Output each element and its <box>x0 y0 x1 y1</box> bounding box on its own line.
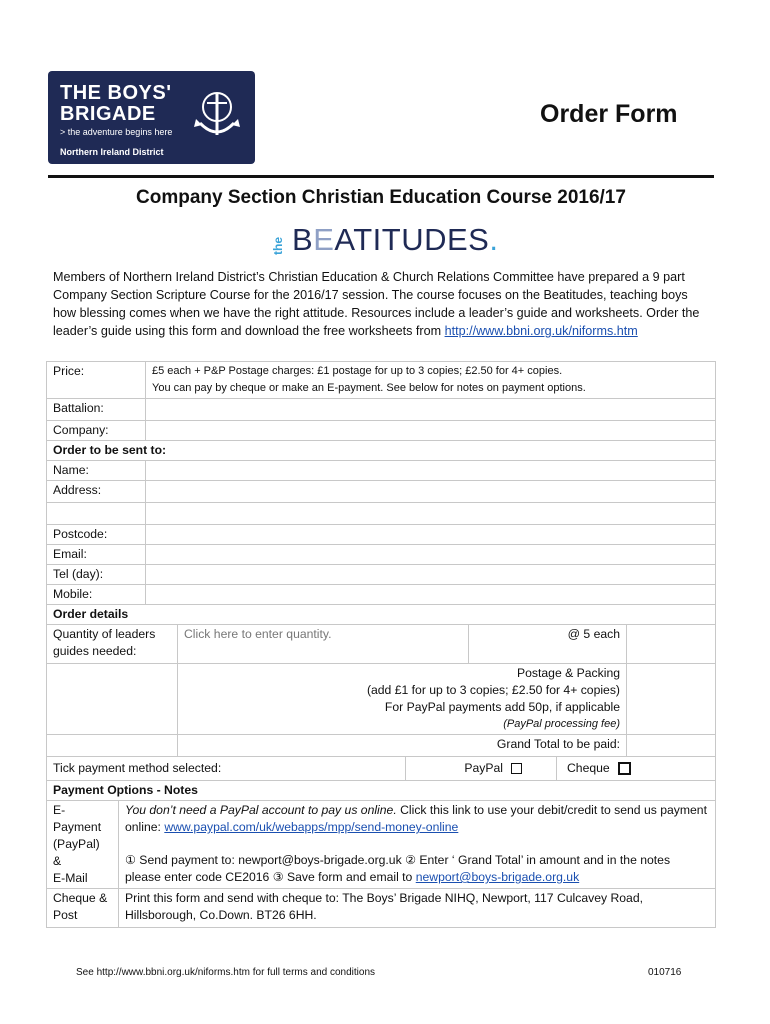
price-row <box>47 362 716 399</box>
paypal-option[interactable] <box>406 757 557 781</box>
order-sent-heading: Order to be sent to: <box>47 441 716 461</box>
tel-label: Tel (day): <box>47 565 146 585</box>
address-field-2[interactable] <box>146 503 716 525</box>
address-spacer <box>47 503 146 525</box>
paypal-label: PayPal <box>464 761 503 775</box>
grand-total-spacer <box>47 735 178 757</box>
postcode-field[interactable] <box>146 525 716 545</box>
quantity-label: Quantity of leaders guides needed: <box>47 625 178 664</box>
company-row <box>47 421 716 441</box>
order-form-table <box>46 361 716 928</box>
name-label: Name: <box>47 461 146 481</box>
order-details-heading: Order details <box>47 605 716 625</box>
tel-field[interactable] <box>146 565 716 585</box>
beatitudes-word <box>292 222 499 258</box>
logo-line-2: BRIGADE <box>60 103 156 125</box>
postage-total-cell <box>627 664 716 735</box>
cheque-label: Cheque <box>567 761 610 775</box>
order-details-heading-row <box>47 605 716 625</box>
beatitudes-b: B <box>292 222 314 257</box>
address-row-2 <box>47 503 716 525</box>
cheque-option[interactable] <box>557 757 716 781</box>
epayment-note: Click this link to use your debit/credit to send us payment online: <box>125 803 707 834</box>
postage-row <box>47 664 716 735</box>
battalion-label: Battalion: <box>47 399 146 421</box>
postcode-label: Postcode: <box>47 525 146 545</box>
postage-spacer <box>47 664 178 735</box>
battalion-row <box>47 399 716 421</box>
name-row <box>47 461 716 481</box>
newport-email-link[interactable]: newport@boys-brigade.org.uk <box>415 870 580 884</box>
epayment-label-line-3: & <box>53 854 62 868</box>
beatitudes-e: E <box>313 222 335 257</box>
cheque-post-row <box>47 889 716 928</box>
niforms-link[interactable]: http://www.bbni.org.uk/niforms.htm <box>444 324 638 338</box>
boys-brigade-logo <box>48 71 255 164</box>
course-title: Company Section Christian Education Course 2016/17 <box>136 187 626 208</box>
order-sent-heading-row <box>47 441 716 461</box>
epayment-label-line-1: E-Payment <box>53 803 102 834</box>
epayment-steps: ① Send payment to: newport@boys-brigade.org.uk ② Enter ‘ Grand Total’ in amount and in the notes please enter code CE2016 ③ Save form and email to <box>125 853 671 884</box>
at-each-label: @ 5 each <box>469 625 627 664</box>
cheque-post-label-line-2: Post <box>53 908 78 922</box>
postage-details <box>178 664 627 735</box>
epayment-row <box>47 801 716 889</box>
price-line-1: £5 each + P&P Postage charges: £1 postage for up to 3 copies; £2.50 for 4+ copies. <box>152 365 563 377</box>
anchor-emblem-icon <box>190 85 245 140</box>
footer-terms: See http://www.bbni.org.uk/niforms.htm for full terms and conditions <box>76 967 376 978</box>
grand-total-label: Grand Total to be paid: <box>178 735 627 757</box>
cheque-post-label-line-1: Cheque & <box>53 891 108 905</box>
beatitudes-rest: ATITUDES <box>334 222 490 257</box>
company-field[interactable] <box>146 421 716 441</box>
battalion-field[interactable] <box>146 399 716 421</box>
price-details <box>146 362 716 399</box>
quantity-row <box>47 625 716 664</box>
epayment-label-line-4: E-Mail <box>53 871 88 885</box>
intro-paragraph <box>53 268 713 340</box>
mobile-label: Mobile: <box>47 585 146 605</box>
address-row <box>47 481 716 503</box>
beatitudes-the <box>272 222 284 256</box>
tick-payment-label: Tick payment method selected: <box>47 757 406 781</box>
postage-line-4: (PayPal processing fee) <box>503 718 620 730</box>
mobile-row <box>47 585 716 605</box>
company-label: Company: <box>47 421 146 441</box>
postage-line-1: Postage & Packing <box>517 666 620 680</box>
price-line-2: You can pay by cheque or make an E-payment. See below for notes on payment options. <box>152 382 586 394</box>
name-field[interactable] <box>146 461 716 481</box>
postcode-row <box>47 525 716 545</box>
grand-total-field[interactable] <box>627 735 716 757</box>
paypal-checkbox[interactable] <box>511 763 522 774</box>
paypal-send-money-link[interactable]: www.paypal.com/uk/webapps/mpp/send-money-online <box>164 820 459 834</box>
cheque-checkbox[interactable] <box>618 762 631 775</box>
address-label: Address: <box>47 481 146 503</box>
payment-notes-heading-row <box>47 781 716 801</box>
epayment-note-italic: You don’t need a PayPal account to pay us online. <box>125 803 397 817</box>
email-row <box>47 545 716 565</box>
header-divider <box>48 175 714 178</box>
tick-payment-row <box>47 757 716 781</box>
epayment-details <box>119 801 716 889</box>
svg-text:the: the <box>271 237 285 255</box>
payment-notes-heading: Payment Options - Notes <box>47 781 716 801</box>
email-label: Email: <box>47 545 146 565</box>
quantity-total-cell <box>627 625 716 664</box>
address-field-1[interactable] <box>146 481 716 503</box>
beatitudes-dot: . <box>489 222 499 257</box>
postage-line-2: (add £1 for up to 3 copies; £2.50 for 4+ copies) <box>366 683 620 697</box>
cheque-post-text: Print this form and send with cheque to: The Boys’ Brigade NIHQ, Newport, 117 Culcavey Road, Hillsborough, Co.Down. BT26 6HH. <box>119 889 716 928</box>
email-field[interactable] <box>146 545 716 565</box>
tel-row <box>47 565 716 585</box>
logo-tagline: > the adventure begins here <box>60 127 173 137</box>
footer-code: 010716 <box>648 967 682 978</box>
quantity-input[interactable]: Click here to enter quantity. <box>178 625 469 664</box>
grand-total-row <box>47 735 716 757</box>
logo-district: Northern Ireland District <box>60 147 164 157</box>
postage-line-3: For PayPal payments add 50p, if applicable <box>384 700 620 714</box>
logo-line-1: THE BOYS' <box>60 82 172 104</box>
intro-text: Members of Northern Ireland District’s Christian Education & Church Relations Committee have prepared a 9 part Company Section Scripture Course for the 2016/17 session. The course focuses on the Beatitudes, teaching boys how blessing comes when we have the right attitude. Resources include a leader’s guide and worksheets. Order the leader’s guide using this form and download the free worksheets from <box>53 270 700 338</box>
mobile-field[interactable] <box>146 585 716 605</box>
cheque-post-label <box>47 889 119 928</box>
price-label: Price: <box>47 362 146 399</box>
epayment-label <box>47 801 119 889</box>
epayment-label-line-2: (PayPal) <box>53 837 100 851</box>
order-form-title: Order Form <box>540 100 678 128</box>
